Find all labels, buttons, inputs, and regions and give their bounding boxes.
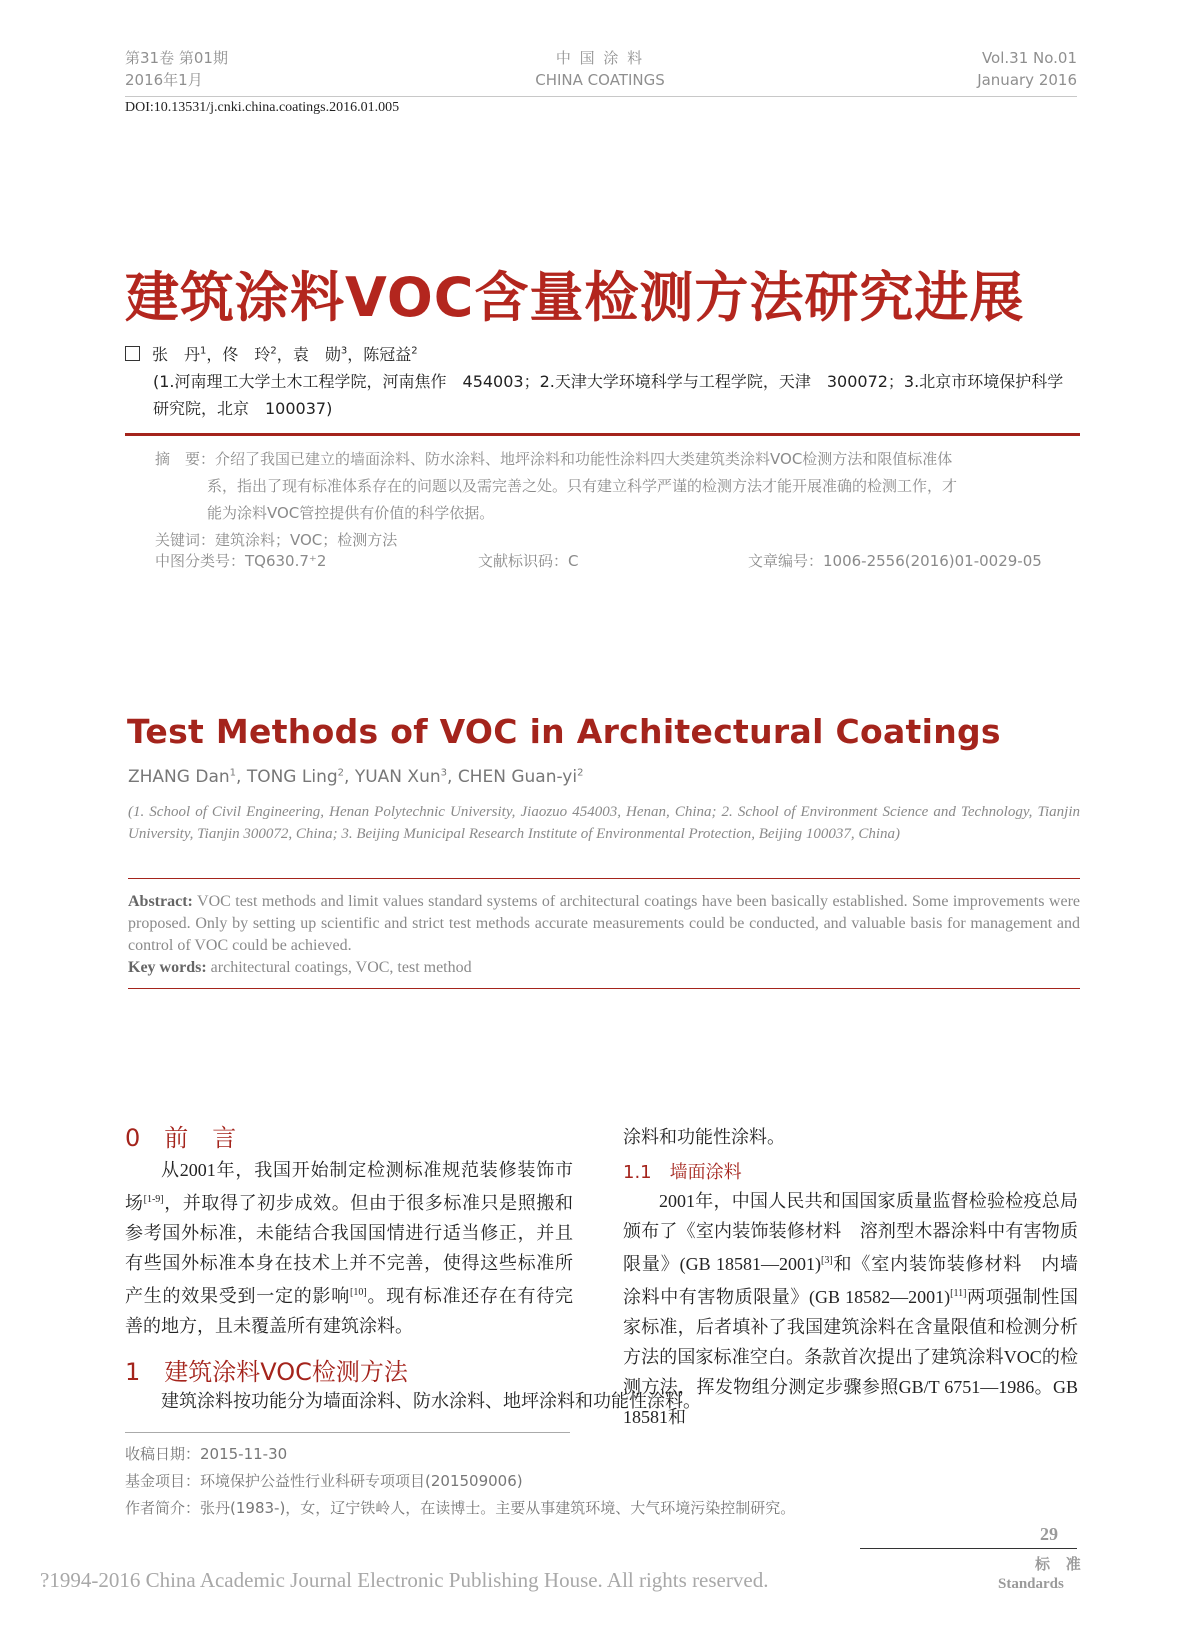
citation-1-9: [1-9]: [143, 1194, 164, 1205]
citation-3: [3]: [820, 1255, 833, 1266]
copyright-notice: ?1994-2016 China Academic Journal Electronic Publishing House. All rights reserved.: [40, 1568, 769, 1592]
author-en-4-affil: 2: [577, 767, 584, 779]
section-1-1-paragraph: [623, 1186, 1078, 1432]
section-1-body: [125, 1386, 701, 1416]
title-rule: [125, 433, 1080, 436]
keywords-cn: 关键词：建筑涂料；VOC；检测方法: [155, 531, 398, 549]
authors-en: ZHANG Dan$^1$, TONG Ling$^2$, YUAN Xun$^3$, CHEN Guan-$yi^2$: [128, 767, 584, 787]
author-3-affil: 3: [340, 345, 348, 357]
date-en: January 2016: [977, 71, 1077, 89]
volume-issue-en: Vol.31 No.01: [981, 49, 1077, 67]
received-date: 收稿日期：2015-11-30: [125, 1445, 288, 1463]
sec0-text-b: ，并取得了初步成效。但由于很多标准只是照搬和参考国外标准，未能结合我国国情进行适当修正，并且有些国外标准本身在技术上并不完善，使得这些标准所产生的效果受到一定的影响: [125, 1193, 573, 1306]
author-2: 佟 玲: [222, 345, 271, 364]
date-cn: 2016年1月: [125, 71, 203, 89]
author-en-2-affil: 2: [337, 767, 345, 779]
abstract-en-text: VOC test methods and limit values standard systems of architectural coatings have been basically established. Some improvements were proposed. Only by setting up scientific and strict test methods accurate measurements could be conducted, and valuable basis for management and control of VOC could be achieved.: [128, 893, 1080, 954]
square-bullet-icon: [125, 346, 140, 361]
sec0-text-c: 。现有标准还存在有待完善的地方，且未覆盖所有建筑涂料。: [125, 1286, 574, 1336]
page-number: 29: [1040, 1524, 1058, 1544]
affiliation-en: (1. School of Civil Engineering, Henan Polytechnic University, Jiaozuo 454003, Henan, China; 2. School of Environment Science and Technology, Tianjin University, Tianjin 300072, China; 3. Beijing Municipal Research Institute of Environmental Protection, Beijing 100037, China): [128, 804, 1080, 842]
abstract-en-top-rule: [128, 878, 1080, 879]
authors-cn: 张 丹$^1$，佟 玲$^2$，袁 勋$^3$，陈冠益$^2$: [125, 342, 418, 365]
sec11-text-c: 两项强制性国家标准，后者填补了我国建筑涂料在含量限值和检测分析方法的国家标准空白。条款首次提出了建筑涂料VOC的检测方法，挥发物组分测定步骤参照GB/T 6751—1986。GB 18581和: [623, 1287, 1079, 1427]
author-bio: 作者简介：张丹(1983-)，女，辽宁铁岭人，在读博士。主要从事建筑环境、大气环境污染控制研究。: [125, 1499, 796, 1517]
section-1-1-body: [623, 1186, 1078, 1432]
fund-project: 基金项目：环境保护公益性行业科研专项项目(201509006): [125, 1472, 523, 1490]
author-en-1: ZHANG Dan: [128, 767, 230, 787]
section-label-cn: 标 准: [1035, 1557, 1087, 1573]
author-4-affil: 2: [411, 345, 418, 357]
footer-rule: [860, 1548, 1077, 1549]
section-0-paragraph: [125, 1155, 573, 1341]
affiliation-cn-line1: (1.河南理工大学土木工程学院，河南焦作 454003；2.天津大学环境科学与工程学院，天津 300072；3.北京市环境保护科学: [153, 372, 1064, 391]
author-en-1-affil: 1: [229, 767, 237, 779]
volume-issue-cn: 第31卷 第01期: [125, 49, 228, 67]
abstract-en-label: Abstract:: [128, 893, 193, 910]
header-divider: [125, 96, 1077, 97]
section-0-body: [125, 1155, 573, 1341]
abstract-cn-label: 摘 要：: [155, 450, 216, 468]
abstract-cn: [155, 446, 1055, 554]
doi: DOI:10.13531/j.cnki.china.coatings.2016.01.005: [125, 100, 400, 115]
citation-10: [10]: [350, 1287, 367, 1298]
keywords-en-text: architectural coatings, VOC, test method: [206, 959, 472, 976]
header-left: [125, 47, 228, 91]
sec11-text-a: 2001年，中国人民共和国国家质量监督检验检疫总局颁布了《室内装饰装修材料 溶剂型木器涂料中有害物质限量》(GB 18581—2001): [623, 1191, 1078, 1274]
section-1-1-heading: 1.1 墙面涂料: [623, 1162, 742, 1183]
right-column: [623, 1122, 1078, 1152]
author-en-3-affil: 3: [440, 767, 447, 779]
section-1-heading: 1 建筑涂料VOC检测方法: [125, 1358, 408, 1386]
author-1-affil: 1: [200, 345, 207, 357]
footnote-rule: [125, 1432, 570, 1433]
document-code: 文献标识码：C: [478, 552, 579, 570]
right-col-continuation: 涂料和功能性涂料。: [623, 1127, 785, 1147]
abstract-en-bottom-rule: [128, 988, 1080, 989]
keywords-en-label: Key words:: [128, 959, 207, 976]
journal-name-cn: 中 国 涂 料: [555, 49, 645, 67]
sec0-text-a: 从2001年，我国开始制定检测标准规范装修装饰市场: [125, 1160, 573, 1213]
section-1-paragraph: 建筑涂料按功能分为墙面涂料、防水涂料、地坪涂料和功能性涂料。: [161, 1391, 701, 1411]
article-number: 文章编号：1006-2556(2016)01-0029-05: [748, 552, 1042, 570]
abstract-en: [128, 891, 1080, 979]
abstract-cn-line3: 能为涂料VOC管控提供有价值的科学依据。: [207, 504, 495, 522]
title-en: Test Methods of VOC in Architectural Coatings: [127, 712, 1001, 751]
section-label-en: Standards: [998, 1576, 1064, 1592]
section-0-heading: 0 前 言: [125, 1124, 237, 1152]
affiliation-cn: [153, 368, 1078, 422]
author-2-affil: 2: [270, 345, 277, 357]
abstract-cn-line1: 介绍了我国已建立的墙面涂料、防水涂料、地坪涂料和功能性涂料四大类建筑类涂料VOC检测方法和限值标准体: [215, 450, 953, 468]
sec11-text-b: 和《室内装饰装修材料 内墙涂料中有害物质限量》(GB 18582—2001): [623, 1254, 1078, 1307]
author-3: 袁 勋: [292, 345, 341, 364]
title-cn: 建筑涂料VOC含量检测方法研究进展: [125, 266, 1025, 329]
author-1: 张 丹: [152, 345, 201, 364]
header-right: [880, 47, 1077, 91]
header-center: [460, 47, 740, 91]
clc-number: 中图分类号：TQ630.7⁺2: [155, 552, 327, 570]
author-en-4: CHEN Guan-yi: [457, 767, 578, 787]
author-en-2: TONG Ling: [246, 767, 338, 787]
author-en-3: YUAN Xun: [354, 767, 441, 787]
abstract-cn-line2: 系，指出了现有标准体系存在的问题以及需完善之处。只有建立科学严谨的检测方法才能开展准确的检测工作，才: [207, 477, 958, 495]
journal-name-en: CHINA COATINGS: [535, 71, 665, 89]
author-4: 陈冠益: [363, 345, 412, 364]
affiliation-cn-line2: 研究院，北京 100037): [153, 399, 333, 418]
citation-11: [11]: [950, 1288, 967, 1299]
